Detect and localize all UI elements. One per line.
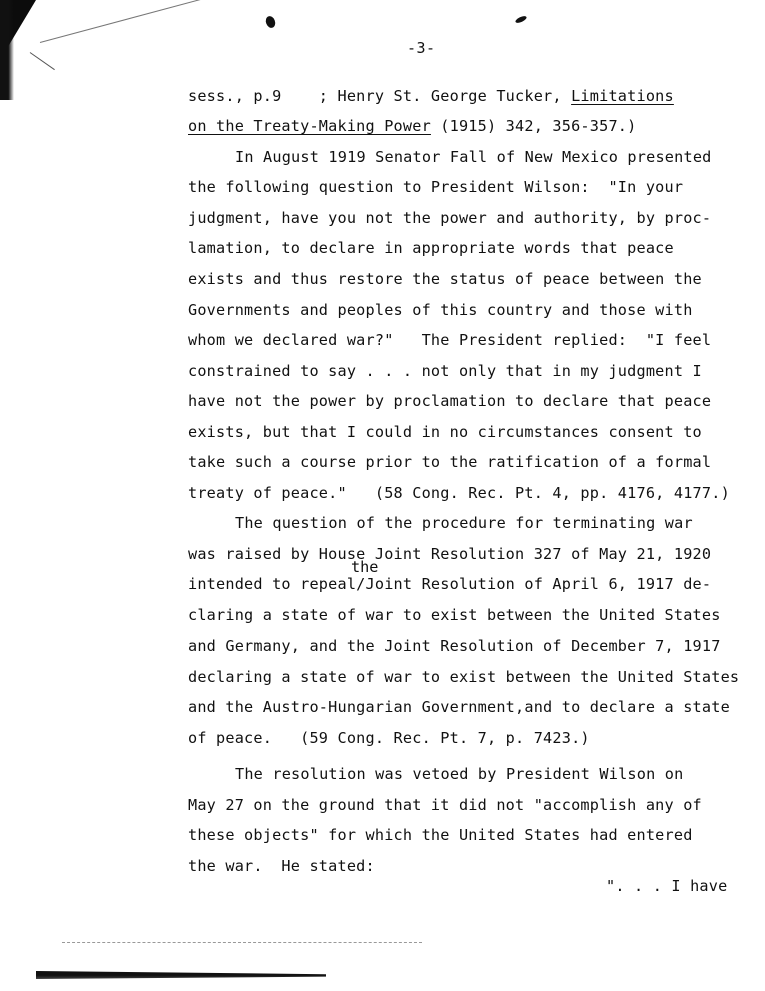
paragraph-line: take such a course prior to the ratification of a formal: [188, 453, 712, 471]
citation-title: Limitations: [571, 87, 674, 105]
citation-text: sess., p.9 ; Henry St. George Tucker,: [188, 87, 572, 105]
citation-title: on the Treaty-Making Power: [188, 117, 431, 135]
paragraph-line: judgment, have you not the power and authority, by proc-: [188, 209, 712, 227]
paragraph-line: constrained to say . . . not only that in my judgment I: [188, 362, 702, 380]
paragraph-line: May 27 on the ground that it did not "accomplish any of: [188, 796, 702, 814]
paragraph-line: whom we declared war?" The President replied: "I feel: [188, 331, 712, 349]
paragraph-line: In August 1919 Senator Fall of New Mexico presented: [235, 148, 712, 166]
paragraph-line: declaring a state of war to exist between the United States: [188, 668, 740, 686]
paragraph-line: the war. He stated:: [188, 857, 375, 875]
scan-artifact-line: [30, 52, 55, 70]
paragraph-line: of peace. (59 Cong. Rec. Pt. 7, p. 7423.): [188, 729, 590, 747]
scan-bottom-rule: [36, 971, 326, 979]
paragraph-line: and Germany, and the Joint Resolution of December 7, 1917: [188, 637, 721, 655]
paragraph-line: Governments and peoples of this country and those with: [188, 301, 693, 319]
paragraph-line: The resolution was vetoed by President Wilson on: [235, 765, 684, 783]
text-line: [188, 87, 674, 105]
ink-blot: [264, 15, 277, 29]
page-number: -3-: [407, 39, 436, 57]
paragraph-line: claring a state of war to exist between the United States: [188, 606, 721, 624]
scan-artifact-rule: [62, 942, 422, 943]
text-line: [188, 117, 637, 135]
paragraph-line: have not the power by proclamation to declare that peace: [188, 392, 712, 410]
paragraph-line: exists, but that I could in no circumstances consent to: [188, 423, 702, 441]
paragraph-line: and the Austro-Hungarian Government,and to declare a state: [188, 698, 730, 716]
paragraph-line: these objects" for which the United States had entered: [188, 826, 693, 844]
handwritten-insertion: the: [351, 558, 379, 576]
scan-edge-shadow: [0, 0, 14, 100]
continuation-text: ". . . I have: [606, 877, 728, 895]
paragraph-line: lamation, to declare in appropriate words that peace: [188, 239, 674, 257]
paragraph-line: the following question to President Wilson: "In your: [188, 178, 684, 196]
paragraph-line: treaty of peace." (58 Cong. Rec. Pt. 4, pp. 4176, 4177.): [188, 484, 730, 502]
paragraph-line: exists and thus restore the status of peace between the: [188, 270, 702, 288]
paragraph-line: intended to repeal/Joint Resolution of April 6, 1917 de-: [188, 575, 712, 593]
scan-artifact-line: [40, 0, 224, 43]
ink-blot: [515, 15, 528, 25]
citation-text: (1915) 342, 356-357.): [430, 117, 637, 135]
paragraph-line: The question of the procedure for terminating war: [235, 514, 693, 532]
paragraph-line: was raised by House Joint Resolution 327 of May 21, 1920: [188, 545, 712, 563]
